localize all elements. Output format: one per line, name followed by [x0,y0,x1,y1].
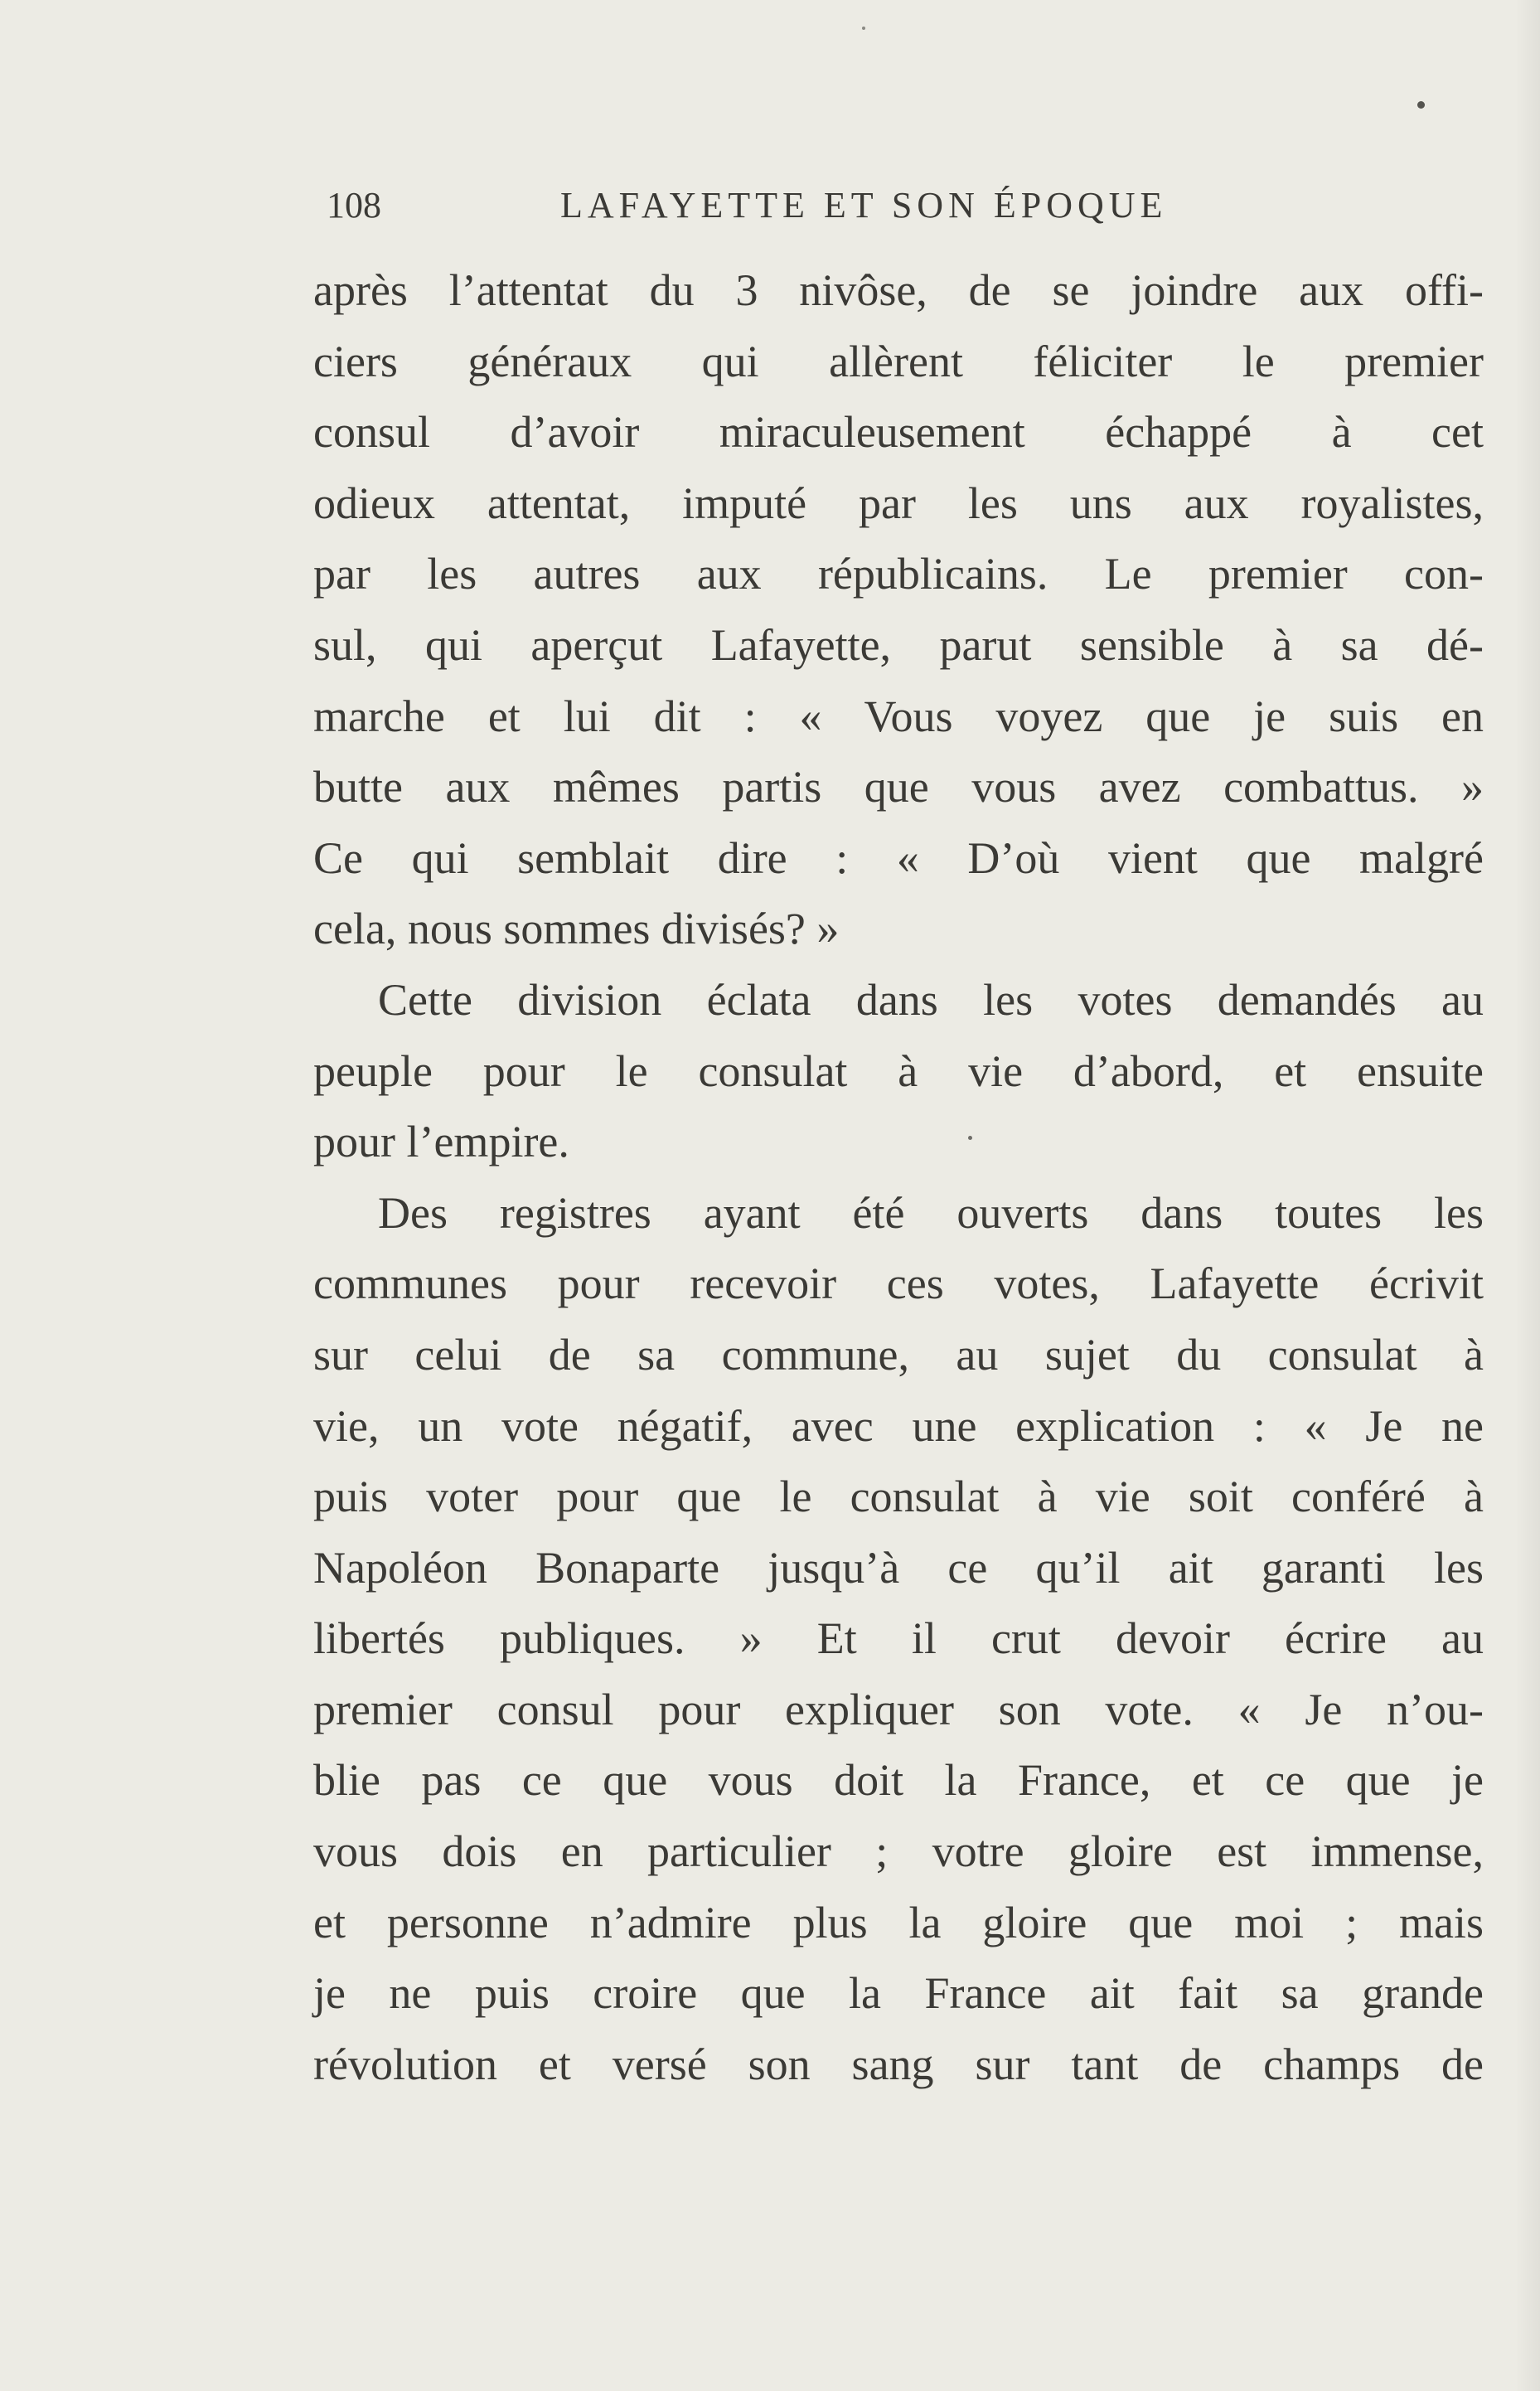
text-line: après l’attentat du 3 nivôse, de se joindre aux offi- [313,265,1484,315]
text-line: pour l’empire. [313,1117,569,1167]
running-head [327,177,1248,234]
text-line: et personne n’admire plus la gloire que moi ; mais [313,1897,1484,1947]
text-line: révolution et versé son sang sur tant de champs de [313,2039,1484,2089]
text-line: blie pas ce que vous doit la France, et ce que je [313,1755,1484,1806]
text-line: je ne puis croire que la France ait fait sa grande [313,1968,1484,2019]
text-line: vous dois en particulier ; votre gloire est immense, [313,1826,1484,1877]
text-line: Des registres ayant été ouverts dans toutes les [378,1187,1484,1238]
ink-speck [862,27,865,30]
text-line: communes pour recevoir ces votes, Lafayette écrivit [313,1259,1484,1309]
text-line: puis voter pour que le consulat à vie soit conféré à [313,1472,1484,1522]
text-line: vie, un vote négatif, avec une explication : « Je ne [313,1400,1484,1451]
text-line: Cette division éclata dans les votes demandés au [378,974,1484,1025]
text-line: consul d’avoir miraculeusement échappé à cet [313,407,1484,458]
page-number: 108 [327,185,381,226]
text-line: peuple pour le consulat à vie d’abord, et ensuite [313,1045,1484,1096]
text-line: ciers généraux qui allèrent féliciter le premier [313,336,1484,386]
running-title: LAFAYETTE ET SON ÉPOQUE [560,185,1168,226]
text-line: premier consul pour expliquer son vote. « Je n’ou- [313,1684,1484,1734]
text-line: Ce qui semblait dire : « D’où vient que malgré [313,832,1484,883]
ink-speck [1417,101,1425,109]
text-line: sul, qui aperçut Lafayette, parut sensible à sa dé- [313,619,1484,670]
text-line: par les autres aux républicains. Le premier con- [313,549,1484,599]
text-line: marche et lui dit : « Vous voyez que je suis en [313,691,1484,741]
text-line: libertés publiques. » Et il crut devoir écrire au [313,1613,1484,1664]
page-edge-shadow [1515,0,1540,2391]
text-line: Napoléon Bonaparte jusqu’à ce qu’il ait garanti les [313,1542,1484,1593]
text-line: butte aux mêmes partis que vous avez combattus. » [313,762,1484,812]
text-line: odieux attentat, imputé par les uns aux royalistes, [313,478,1484,528]
body-text [313,255,1484,2100]
text-line: sur celui de sa commune, au sujet du consulat à [313,1329,1484,1380]
text-line: cela, nous sommes divisés? » [313,904,840,954]
